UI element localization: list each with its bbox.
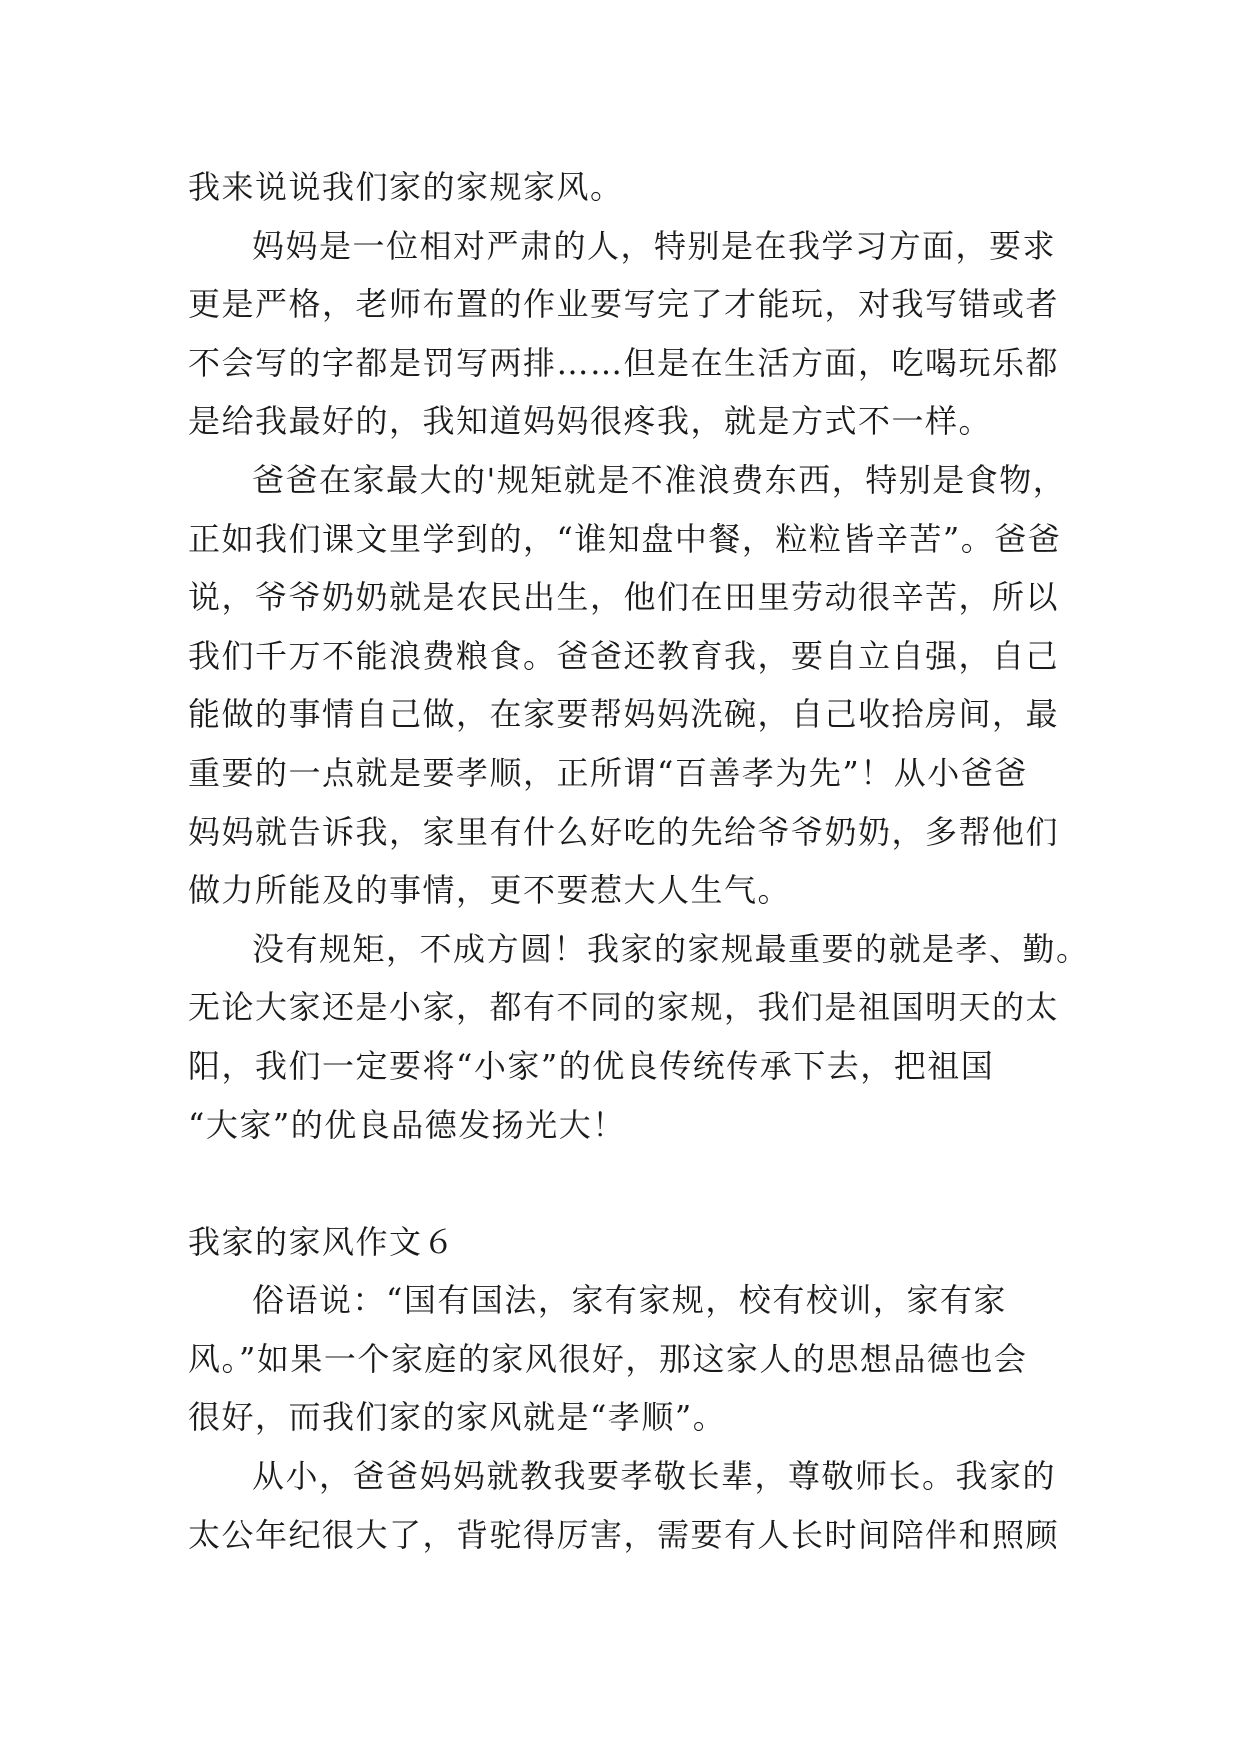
text-line: 做力所能及的事情，更不要惹大人生气。	[188, 871, 792, 910]
paragraph	[188, 1447, 1058, 1564]
text-line: 重要的一点就是要孝顺，正所谓“百善孝为先”！从小爸爸	[188, 753, 1028, 792]
paragraph	[188, 920, 1090, 1154]
text-line: 很好，而我们家的家风就是“孝顺”。	[188, 1398, 727, 1437]
text-line: 爸爸在家最大的'规矩就是不准浪费东西，特别是食物，	[252, 460, 1067, 499]
paragraph	[188, 217, 1058, 451]
text-line: 不会写的字都是罚写两排……但是在生活方面，吃喝玩乐都	[188, 343, 1060, 382]
text-line: 说，爷爷奶奶就是农民出生，他们在田里劳动很辛苦，所以	[188, 578, 1060, 617]
text-line: 妈妈是一位相对严肃的人，特别是在我学习方面，要求	[252, 226, 1057, 265]
text-line: 太公年纪很大了，背驼得厉害，需要有人长时间陪伴和照顾	[188, 1515, 1060, 1554]
text-line: 我来说说我们家的家规家风。	[188, 168, 624, 206]
text-line: 没有规矩，不成方圆！我家的家规最重要的就是孝、勤。	[252, 929, 1090, 968]
text-line: 我们千万不能浪费粮食。爸爸还教育我，要自立自强，自己	[188, 636, 1060, 675]
text-line: 阳，我们一定要将“小家”的优良传统传承下去，把祖国	[188, 1046, 995, 1085]
text-line: 无论大家还是小家，都有不同的家规，我们是祖国明天的太	[188, 988, 1060, 1027]
text-line: “大家”的优良品德发扬光大！	[188, 1105, 626, 1144]
text-line: 从小，爸爸妈妈就教我要孝敬长辈，尊敬师长。我家的	[252, 1457, 1057, 1496]
text-line: 能做的事情自己做，在家要帮妈妈洗碗，自己收拾房间，最	[188, 695, 1060, 734]
text-line: 正如我们课文里学到的，“谁知盘中餐，粒粒皆辛苦”。爸爸	[188, 519, 1062, 558]
section-spacer	[188, 1154, 1058, 1213]
text-line: 更是严格，老师布置的作业要写完了才能玩，对我写错或者	[188, 285, 1060, 324]
section-title	[188, 1213, 1058, 1272]
text-line: 妈妈就告诉我，家里有什么好吃的先给爷爷奶奶，多帮他们	[188, 812, 1060, 851]
paragraph	[188, 1271, 1058, 1447]
document-body	[188, 158, 1090, 1564]
text-line: 是给我最好的，我知道妈妈很疼我，就是方式不一样。	[188, 402, 993, 441]
text-line: 风。”如果一个家庭的家风很好，那这家人的思想品德也会	[188, 1339, 1028, 1378]
paragraph	[188, 158, 1058, 217]
section-title-text: 我家的家风作文６	[188, 1222, 457, 1261]
paragraph	[188, 451, 1067, 920]
text-line: 俗语说：“国有国法，家有家规，校有校训，家有家	[252, 1281, 1007, 1320]
